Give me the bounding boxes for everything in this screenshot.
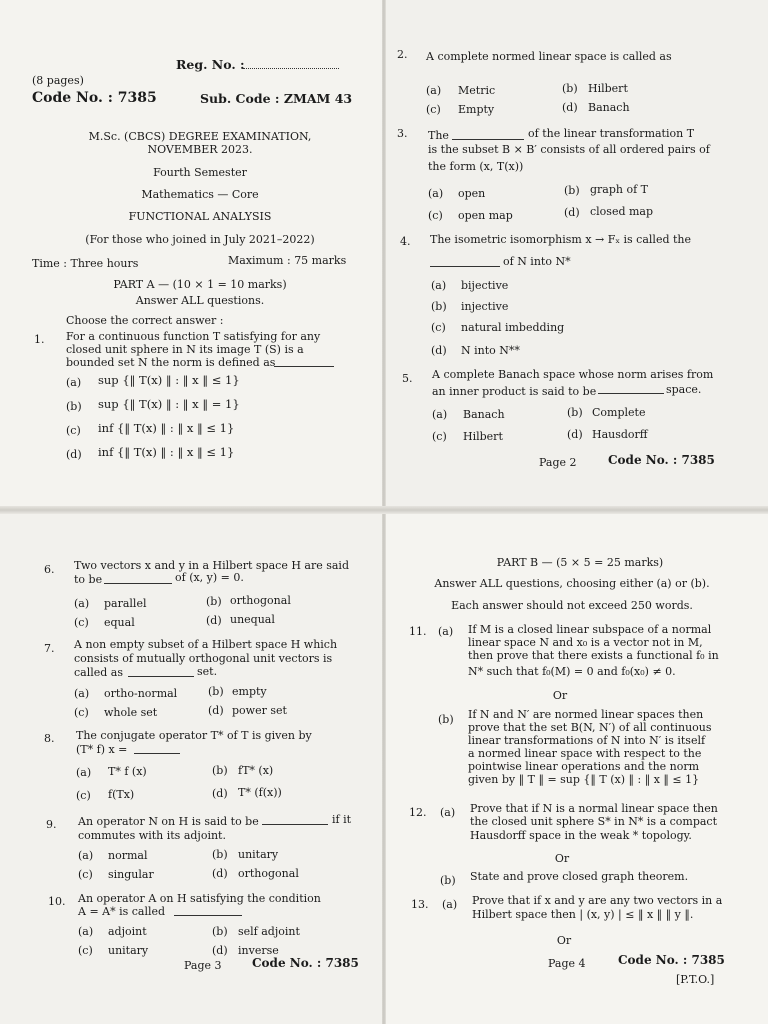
- q13a-key: (a): [442, 898, 458, 911]
- q1-number: 1.: [34, 333, 45, 346]
- page3-code: Code No. : 7385: [252, 956, 359, 970]
- q5-line2b: space.: [666, 383, 702, 396]
- q11b-line6: given by ‖ T ‖ = sup {‖ T (x) ‖ : ‖ x ‖ ≤ 1}: [468, 773, 700, 786]
- page3-number: Page 3: [184, 959, 222, 972]
- q6-opt-b: orthogonal: [230, 594, 291, 607]
- reg-no-label: Reg. No. :: [176, 57, 245, 72]
- q6-opt-c: equal: [104, 616, 135, 629]
- q11a-key: (a): [438, 625, 454, 638]
- q13-number: 13.: [411, 898, 429, 911]
- q5-opt-b-key: (b): [567, 406, 583, 419]
- q10-opt-b-key: (b): [212, 925, 228, 938]
- q9-number: 9.: [46, 818, 57, 831]
- q12a-line1: Prove that if N is a normal linear space then: [470, 802, 718, 815]
- q3-opt-a-key: (a): [428, 187, 444, 200]
- semester: Fourth Semester: [153, 166, 247, 179]
- q7-line3b: set.: [197, 665, 218, 678]
- q5-opt-d: Hausdorff: [592, 428, 648, 441]
- page-count: (8 pages): [32, 74, 84, 87]
- page2-number: Page 2: [539, 456, 577, 469]
- q6-blank: [104, 583, 172, 584]
- q10-opt-d-key: (d): [212, 944, 228, 957]
- exam-title-line2: NOVEMBER 2023.: [147, 143, 253, 156]
- q11a-line4: N* such that f₀(M) = 0 and f₀(x₀) ≠ 0.: [468, 665, 676, 678]
- q7-opt-d: power set: [232, 704, 287, 717]
- code-no: Code No. : 7385: [32, 90, 157, 106]
- q3-opt-d-key: (d): [564, 206, 580, 219]
- q4-number: 4.: [400, 235, 411, 248]
- q6-opt-b-key: (b): [206, 595, 222, 608]
- part-b-instruction: Answer ALL questions, choosing either (a) or (b).: [434, 577, 710, 590]
- q7-opt-a-key: (a): [74, 687, 90, 700]
- q10-line2: A = A* is called: [78, 905, 166, 918]
- q8-opt-d: T* (f(x)): [238, 786, 282, 799]
- q5-line1: A complete Banach space whose norm arises from: [432, 368, 714, 381]
- q7-line2: consists of mutually orthogonal unit vectors is: [74, 652, 333, 665]
- q5-line2a: an inner product is said to be: [432, 385, 597, 398]
- q3-blank: [452, 139, 524, 140]
- q5-opt-b: Complete: [592, 406, 646, 419]
- paper-title: FUNCTIONAL ANALYSIS: [128, 210, 272, 223]
- q5-blank: [598, 393, 664, 394]
- q12-number: 12.: [409, 806, 427, 819]
- q3-opt-c: open map: [458, 209, 513, 222]
- q10-number: 10.: [48, 895, 66, 908]
- q8-opt-b-key: (b): [212, 764, 228, 777]
- q10-opt-b: self adjoint: [238, 925, 300, 938]
- q5-opt-d-key: (d): [567, 428, 583, 441]
- q11a-line1: If M is a closed linear subspace of a normal: [468, 623, 712, 636]
- q12a-line3: Hausdorff space in the weak * topology.: [470, 829, 692, 842]
- q7-opt-b-key: (b): [208, 685, 224, 698]
- word-limit: Each answer should not exceed 250 words.: [451, 599, 693, 612]
- q10-blank: [174, 915, 242, 916]
- q10-opt-d: inverse: [238, 944, 279, 957]
- q4-opt-d: N into N**: [461, 344, 520, 357]
- q4-opt-c: natural imbedding: [461, 321, 565, 334]
- q8-number: 8.: [44, 732, 55, 745]
- page2-code: Code No. : 7385: [608, 453, 715, 467]
- q6-opt-a-key: (a): [74, 597, 90, 610]
- q4-opt-d-key: (d): [431, 344, 447, 357]
- q10-opt-a-key: (a): [78, 925, 94, 938]
- q3-opt-b: graph of T: [590, 183, 649, 196]
- q6-opt-d: unequal: [230, 613, 275, 626]
- q11a-line3: then prove that there exists a functional f₀ in: [468, 649, 719, 662]
- q1-opt-b-key: (b): [66, 400, 82, 413]
- q4-blank: [430, 266, 500, 267]
- q1-opt-a-key: (a): [66, 376, 82, 389]
- q3-number: 3.: [397, 127, 408, 140]
- q7-opt-a: ortho-normal: [104, 687, 178, 700]
- q8-opt-a-key: (a): [76, 766, 92, 779]
- joined-note: (For those who joined in July 2021–2022): [85, 233, 315, 246]
- q3-line2: is the subset B × B′ consists of all ordered pairs of: [428, 143, 710, 156]
- horizontal-fold: [0, 506, 768, 514]
- q9-opt-a-key: (a): [78, 849, 94, 862]
- page-3: [0, 512, 384, 1024]
- q12b-key: (b): [440, 874, 456, 887]
- q9-line1b: if it: [332, 813, 352, 826]
- q1-line3: bounded set N the norm is defined as: [66, 356, 276, 369]
- q4-opt-b-key: (b): [431, 300, 447, 313]
- q2-line1: A complete normed linear space is called as: [426, 50, 672, 63]
- q7-line3a: called as: [74, 666, 124, 679]
- q12a-key: (a): [440, 806, 456, 819]
- q8-opt-b: fT* (x): [238, 764, 274, 777]
- q5-opt-a: Banach: [463, 408, 505, 421]
- q12b-line1: State and prove closed graph theorem.: [470, 870, 689, 883]
- q7-opt-c-key: (c): [74, 706, 89, 719]
- time-label: Time : Three hours: [32, 257, 139, 270]
- q10-line1: An operator A on H satisfying the condition: [78, 892, 321, 905]
- q1-opt-a: sup {‖ T(x) ‖ : ‖ x ‖ ≤ 1}: [98, 373, 240, 387]
- q11b-line4: a normed linear space with respect to the: [468, 747, 702, 760]
- q5-opt-c: Hilbert: [463, 430, 503, 443]
- page4-number: Page 4: [548, 957, 586, 970]
- q11b-line5: pointwise linear operations and the norm: [468, 760, 700, 773]
- q13-or: Or: [556, 934, 572, 947]
- q12a-line2: the closed unit sphere S* in N* is a compact: [470, 815, 718, 828]
- part-a-heading: PART A — (10 × 1 = 10 marks): [113, 278, 287, 291]
- page4-code: Code No. : 7385: [618, 953, 725, 967]
- q3-opt-a: open: [458, 187, 486, 200]
- q6-opt-d-key: (d): [206, 614, 222, 627]
- q1-line1: For a continuous function T satisfying for any: [66, 330, 321, 343]
- q7-number: 7.: [44, 642, 55, 655]
- q6-line2a: to be: [74, 573, 103, 586]
- q9-opt-c: singular: [108, 868, 154, 881]
- q4-opt-b: injective: [461, 300, 509, 313]
- q4-line1: The isometric isomorphism x → Fₓ is called the: [430, 233, 692, 246]
- q12-or: Or: [554, 852, 570, 865]
- q4-opt-c-key: (c): [431, 321, 446, 334]
- q1-opt-b: sup {‖ T(x) ‖ : ‖ x ‖ = 1}: [98, 397, 240, 411]
- reg-no-blank: [243, 68, 339, 69]
- q11b-line1: If N and N′ are normed linear spaces then: [468, 708, 704, 721]
- q6-opt-a: parallel: [104, 597, 147, 610]
- q9-opt-b: unitary: [238, 848, 279, 861]
- q6-opt-c-key: (c): [74, 616, 89, 629]
- q13a-line1: Prove that if x and y are any two vectors in a: [472, 894, 723, 907]
- q9-line2: commutes with its adjoint.: [78, 829, 226, 842]
- q2-opt-d-key: (d): [562, 101, 578, 114]
- q10-opt-a: adjoint: [108, 925, 147, 938]
- q5-number: 5.: [402, 372, 413, 385]
- q3-line1b: of the linear transformation T: [528, 127, 695, 140]
- q9-opt-d-key: (d): [212, 867, 228, 880]
- q1-line2: closed unit sphere in N its image T (S) is a: [66, 343, 304, 356]
- q11b-line3: linear transformations of N into N′ is itself: [468, 734, 706, 747]
- q8-opt-c-key: (c): [76, 789, 91, 802]
- q4-opt-a: bijective: [461, 279, 509, 292]
- q5-opt-a-key: (a): [432, 408, 448, 421]
- q1-opt-d-key: (d): [66, 448, 82, 461]
- q3-opt-d: closed map: [590, 205, 654, 218]
- choose-correct: Choose the correct answer :: [66, 314, 224, 327]
- q1-opt-c-key: (c): [66, 424, 81, 437]
- q4-opt-a-key: (a): [431, 279, 447, 292]
- q2-number: 2.: [397, 48, 408, 61]
- pto-label: [P.T.O.]: [676, 973, 715, 986]
- q8-blank: [134, 753, 180, 754]
- q2-opt-b: Hilbert: [588, 82, 628, 95]
- q9-opt-b-key: (b): [212, 848, 228, 861]
- q3-opt-b-key: (b): [564, 184, 580, 197]
- q2-opt-d: Banach: [588, 101, 630, 114]
- q2-opt-b-key: (b): [562, 82, 578, 95]
- q2-opt-a-key: (a): [426, 84, 442, 97]
- q7-opt-d-key: (d): [208, 704, 224, 717]
- q5-opt-c-key: (c): [432, 430, 447, 443]
- q11-number: 11.: [409, 625, 427, 638]
- q9-line1a: An operator N on H is said to be: [78, 815, 259, 828]
- q2-opt-c-key: (c): [426, 103, 441, 116]
- q11b-line2: prove that the set B(N, N′) of all continuous: [468, 721, 712, 734]
- q2-opt-a: Metric: [458, 84, 496, 97]
- q11-or: Or: [552, 689, 568, 702]
- q11a-line2: linear space N and x₀ is a vector not in M,: [468, 636, 703, 649]
- q9-opt-a: normal: [108, 849, 148, 862]
- q10-opt-c-key: (c): [78, 944, 93, 957]
- subject: Mathematics — Core: [141, 188, 259, 201]
- q7-blank: [128, 676, 194, 677]
- q8-opt-c: f(Tx): [108, 788, 135, 801]
- q9-blank: [262, 824, 328, 825]
- q1-opt-d: inf {‖ T(x) ‖ : ‖ x ‖ ≤ 1}: [98, 445, 235, 459]
- q3-opt-c-key: (c): [428, 209, 443, 222]
- max-marks: Maximum : 75 marks: [228, 254, 347, 267]
- sub-code: Sub. Code : ZMAM 43: [200, 91, 353, 106]
- q7-opt-b: empty: [232, 685, 267, 698]
- q3-line3: the form (x, T(x)): [428, 160, 524, 173]
- q3-line1a: The: [428, 129, 449, 142]
- q2-opt-c: Empty: [458, 103, 495, 116]
- q7-opt-c: whole set: [104, 706, 158, 719]
- q9-opt-c-key: (c): [78, 868, 93, 881]
- q8-line1: The conjugate operator T* of T is given by: [76, 729, 312, 742]
- q6-number: 6.: [44, 563, 55, 576]
- part-b-heading: PART B — (5 × 5 = 25 marks): [496, 556, 664, 569]
- exam-title-line1: M.Sc. (CBCS) DEGREE EXAMINATION,: [88, 130, 312, 143]
- q8-opt-a: T* f (x): [108, 765, 147, 778]
- answer-all: Answer ALL questions.: [135, 294, 265, 307]
- q6-line1: Two vectors x and y in a Hilbert space H are said: [74, 559, 349, 572]
- q6-line2b: of (x, y) = 0.: [175, 571, 244, 584]
- q8-opt-d-key: (d): [212, 787, 228, 800]
- q10-opt-c: unitary: [108, 944, 149, 957]
- q9-opt-d: orthogonal: [238, 867, 299, 880]
- q4-line2: of N into N*: [503, 255, 571, 268]
- q11b-key: (b): [438, 713, 454, 726]
- q1-opt-c: inf {‖ T(x) ‖ : ‖ x ‖ ≤ 1}: [98, 421, 235, 435]
- q1-blank: [274, 366, 334, 367]
- q8-line2: (T* f) x =: [76, 743, 128, 756]
- q7-line1: A non empty subset of a Hilbert space H which: [74, 638, 338, 651]
- q13a-line2: Hilbert space then | (x, y) | ≤ ‖ x ‖ ‖ y ‖.: [472, 908, 694, 921]
